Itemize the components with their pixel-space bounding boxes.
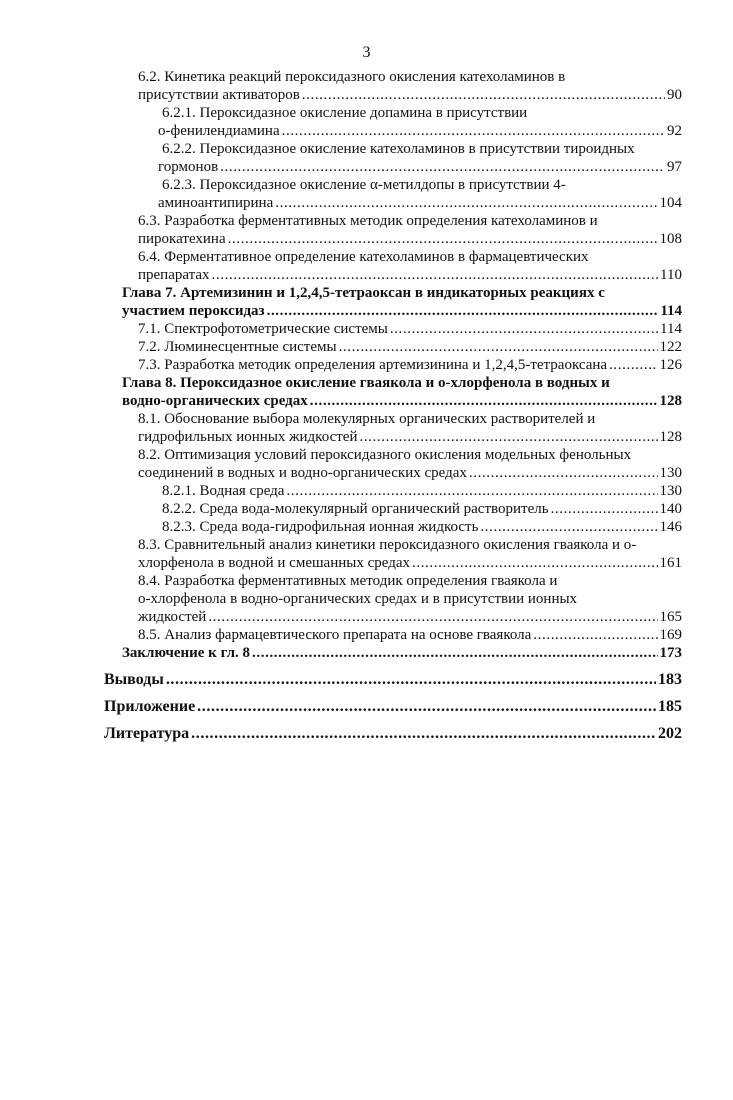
toc-chapter-title: Глава 8. Пероксидазное окисление гваякола и о-хлорфенола в водных и — [122, 375, 610, 391]
toc-entry-title: 7.1. Спектрофотометрические системы — [138, 321, 388, 337]
toc-entry-title-cont: о-фенилендиамина — [158, 123, 280, 139]
toc-section[interactable] — [104, 698, 682, 716]
toc-page-number: 128 — [659, 429, 682, 445]
toc-entry-title: 7.3. Разработка методик определения артемизинина и 1,2,4,5-тетраоксана — [138, 357, 608, 373]
dot-leader — [212, 266, 659, 284]
toc-page-number: 122 — [659, 339, 682, 355]
dot-leader — [551, 500, 658, 518]
toc-entry[interactable] — [104, 482, 682, 500]
toc-page-number: 165 — [659, 609, 682, 625]
toc-entry[interactable] — [104, 140, 682, 176]
dot-leader — [252, 644, 657, 662]
toc-entry[interactable] — [104, 356, 682, 374]
toc-page-number: 140 — [659, 501, 682, 517]
toc-entry[interactable] — [104, 248, 682, 284]
toc-entry-title-cont: препаратах — [138, 267, 210, 283]
dot-leader — [275, 194, 657, 212]
toc-page-number: 169 — [659, 627, 682, 643]
toc-page-number: 128 — [659, 393, 682, 409]
toc-entry[interactable] — [104, 536, 682, 572]
page-number: 3 — [362, 44, 371, 61]
dot-leader — [166, 671, 656, 689]
toc-entry[interactable] — [104, 518, 682, 536]
toc-page-number: 185 — [658, 698, 682, 715]
dot-leader — [191, 725, 656, 743]
toc-page-number: 173 — [659, 645, 682, 661]
toc-entry-title: 8.2.3. Среда вода-гидрофильная ионная жидкость — [162, 519, 479, 535]
dot-leader — [310, 392, 658, 410]
toc-entry-title: 8.2.2. Среда вода-молекулярный органический растворитель — [162, 501, 549, 517]
dot-leader — [286, 482, 657, 500]
toc-entry-title: 8.1. Обоснование выбора молекулярных органических растворителей и — [138, 411, 596, 427]
toc-entry-title: 6.2.1. Пероксидазное окисление допамина в присутствии — [162, 105, 528, 121]
toc-entry[interactable] — [104, 572, 682, 626]
toc-entry-title-cont: гормонов — [158, 159, 219, 175]
toc-entry-title-cont: гидрофильных ионных жидкостей — [138, 429, 358, 445]
toc-chapter-title-cont: участием пероксидаз — [122, 303, 265, 319]
dot-leader — [208, 608, 657, 626]
toc-page-number: 114 — [660, 303, 682, 319]
toc-page-number: 183 — [658, 671, 682, 688]
toc-section-title: Выводы — [104, 671, 164, 688]
toc-page-number: 130 — [659, 483, 682, 499]
toc-entry-title: 8.3. Сравнительный анализ кинетики пероксидазного окисления гваякола и о- — [138, 537, 637, 553]
dot-leader — [228, 230, 658, 248]
toc-entry-title: 6.2.3. Пероксидазное окисление α-метилдопы в присутствии 4- — [162, 177, 566, 193]
toc-page-number: 92 — [667, 123, 682, 139]
toc-chapter-title-cont: водно-органических средах — [122, 393, 308, 409]
toc-entry[interactable] — [104, 446, 682, 482]
dot-leader — [469, 464, 658, 482]
toc-entry-title: 7.2. Люминесцентные системы — [138, 339, 337, 355]
table-of-contents — [104, 68, 682, 743]
dot-leader — [412, 554, 658, 572]
toc-section-title: Приложение — [104, 698, 196, 715]
toc-entry-title-cont: пирокатехина — [138, 231, 226, 247]
toc-entry-title: 6.2. Кинетика реакций пероксидазного окисления катехоламинов в — [138, 69, 566, 85]
dot-leader — [197, 698, 656, 716]
dot-leader — [220, 158, 665, 176]
toc-page-number: 202 — [658, 725, 682, 742]
toc-page-number: 114 — [660, 321, 682, 337]
dot-leader — [302, 86, 665, 104]
dot-leader — [282, 122, 665, 140]
toc-page-number: 110 — [660, 267, 682, 283]
toc-entry[interactable] — [104, 500, 682, 518]
toc-entry-title-cont: присутствии активаторов — [138, 87, 300, 103]
toc-page-number: 146 — [659, 519, 682, 535]
toc-entry-title-cont: о-хлорфенола в водно-органических средах и в присутствии ионных — [138, 591, 578, 607]
dot-leader — [359, 428, 657, 446]
toc-chapter-title: Заключение к гл. 8 — [122, 645, 251, 661]
toc-entry[interactable] — [104, 176, 682, 212]
toc-section-title: Литература — [104, 725, 190, 742]
toc-page-number: 90 — [667, 87, 682, 103]
toc-chapter[interactable] — [104, 284, 682, 320]
dot-leader — [267, 302, 659, 320]
toc-entry-title: 8.4. Разработка ферментативных методик определения гваякола и — [138, 573, 558, 589]
dot-leader — [609, 356, 657, 374]
toc-entry-title: 8.2.1. Водная среда — [162, 483, 285, 499]
toc-entry-title: 8.2. Оптимизация условий пероксидазного окисления модельных фенольных — [138, 447, 632, 463]
toc-entry[interactable] — [104, 68, 682, 104]
toc-entry-title: 6.3. Разработка ферментативных методик определения катехоламинов и — [138, 213, 598, 229]
toc-entry[interactable] — [104, 338, 682, 356]
dot-leader — [390, 320, 658, 338]
toc-entry-title-cont: жидкостей — [138, 609, 207, 625]
toc-entry[interactable] — [104, 212, 682, 248]
toc-chapter[interactable] — [104, 644, 682, 662]
toc-page-number: 130 — [659, 465, 682, 481]
dot-leader — [533, 626, 657, 644]
toc-entry[interactable] — [104, 104, 682, 140]
toc-entry-title-cont: хлорфенола в водной и смешанных средах — [138, 555, 410, 571]
toc-section[interactable] — [104, 671, 682, 689]
toc-entry-title: 8.5. Анализ фармацевтического препарата на основе гваякола — [138, 627, 532, 643]
toc-section[interactable] — [104, 725, 682, 743]
toc-page-number: 104 — [659, 195, 682, 211]
toc-entry-title-cont: аминоантипирина — [158, 195, 274, 211]
toc-page-number: 126 — [659, 357, 682, 373]
toc-page-number: 97 — [667, 159, 682, 175]
toc-entry[interactable] — [104, 320, 682, 338]
toc-entry-title-cont: соединений в водных и водно-органических средах — [138, 465, 467, 481]
toc-page-number: 108 — [659, 231, 682, 247]
toc-chapter[interactable] — [104, 374, 682, 410]
toc-chapter-title: Глава 7. Артемизинин и 1,2,4,5-тетраоксан в индикаторных реакциях с — [122, 285, 605, 301]
dot-leader — [480, 518, 657, 536]
toc-entry-title: 6.4. Ферментативное определение катехоламинов в фармацевтических — [138, 249, 589, 265]
toc-entry-title: 6.2.2. Пероксидазное окисление катехоламинов в присутствии тироидных — [162, 141, 635, 157]
toc-page-number: 161 — [659, 555, 682, 571]
dot-leader — [339, 338, 658, 356]
toc-entry[interactable] — [104, 626, 682, 644]
toc-entry[interactable] — [104, 410, 682, 446]
